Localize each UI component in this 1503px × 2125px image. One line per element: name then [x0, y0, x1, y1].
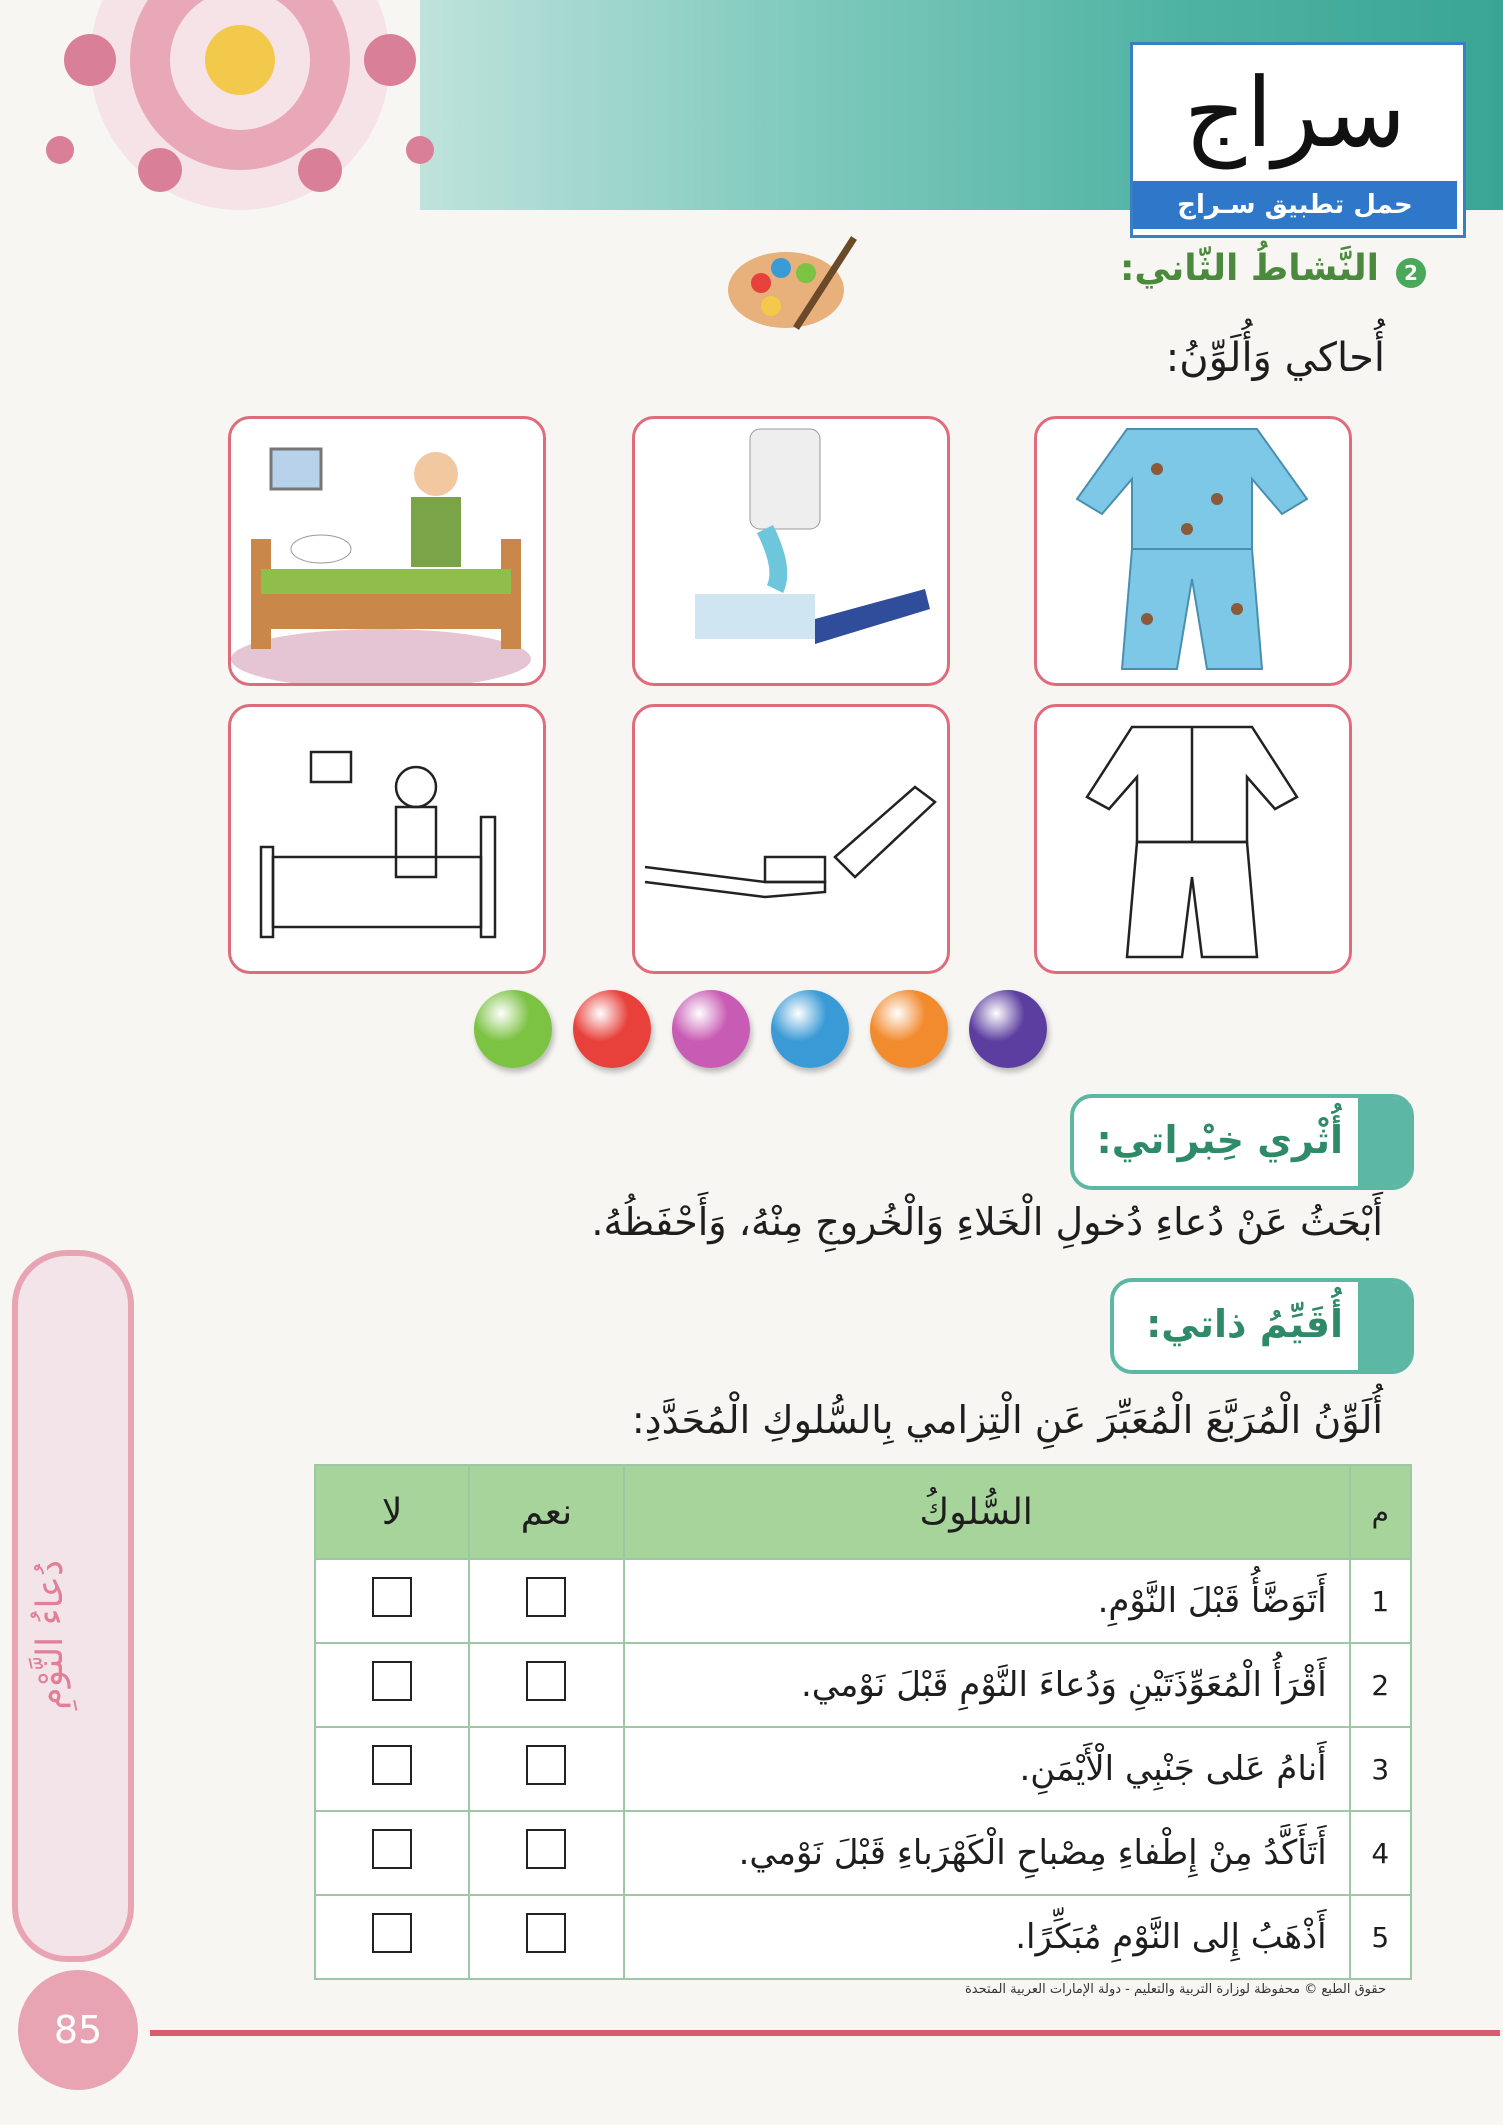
no-checkbox[interactable]	[372, 1577, 412, 1617]
row-behavior: أَذْهَبُ إِلى النَّوْمِ مُبَكِّرًا.	[624, 1895, 1350, 1979]
toothbrush-color-image	[635, 419, 947, 683]
copyright-text: حقوق الطبع © محفوظة لوزارة التربية والتعليم - دولة الإمارات العربية المتحدة	[965, 1982, 1387, 1997]
yes-checkbox[interactable]	[526, 1913, 566, 1953]
card-toothbrush-outline[interactable]	[632, 704, 950, 974]
row-behavior: أَقْرَأُ الْمُعَوِّذَتَيْنِ وَدُعاءَ النَّوْمِ قَبْلَ نَوْمي.	[624, 1643, 1350, 1727]
row-behavior: أَتَأَكَّدُ مِنْ إِطْفاءِ مِصْباحِ الْكَهْرَباءِ قَبْلَ نَوْمي.	[624, 1811, 1350, 1895]
table-row	[315, 1727, 1411, 1811]
page-number: 85	[53, 2008, 103, 2052]
row-number: 1	[1350, 1559, 1411, 1643]
yes-checkbox[interactable]	[526, 1745, 566, 1785]
bed-scene-color-image	[231, 419, 543, 683]
color-ball-orange[interactable]	[870, 990, 948, 1068]
table-row	[315, 1643, 1411, 1727]
yes-checkbox[interactable]	[526, 1661, 566, 1701]
paint-palette-icon	[726, 228, 861, 338]
no-checkbox[interactable]	[372, 1829, 412, 1869]
evaluate-heading-tab	[1358, 1282, 1414, 1370]
row-number: 5	[1350, 1895, 1411, 1979]
footer-divider	[150, 2030, 1500, 2036]
activity-number-badge: 2	[1396, 258, 1426, 288]
color-ball-blue[interactable]	[771, 990, 849, 1068]
card-bed-color[interactable]	[228, 416, 546, 686]
pajamas-outline-image	[1037, 707, 1349, 971]
no-checkbox[interactable]	[372, 1745, 412, 1785]
table-header-row	[315, 1465, 1411, 1559]
yes-checkbox[interactable]	[526, 1577, 566, 1617]
color-ball-red[interactable]	[573, 990, 651, 1068]
color-ball-green[interactable]	[474, 990, 552, 1068]
row-behavior: أَتَوَضَّأُ قَبْلَ النَّوْمِ.	[624, 1559, 1350, 1643]
seraj-logo-box[interactable]	[1130, 42, 1466, 238]
enrich-heading: أُثْري خِبْراتي:	[1096, 1118, 1343, 1162]
col-header-yes: نعم	[469, 1465, 623, 1559]
color-ball-violet[interactable]	[969, 990, 1047, 1068]
color-ball-purple[interactable]	[672, 990, 750, 1068]
no-checkbox[interactable]	[372, 1661, 412, 1701]
col-header-num: م	[1350, 1465, 1411, 1559]
card-bed-outline[interactable]	[228, 704, 546, 974]
no-checkbox[interactable]	[372, 1913, 412, 1953]
bed-scene-outline-image	[231, 707, 543, 971]
row-behavior: أَنامُ عَلى جَنْبِي الْأَيْمَنِ.	[624, 1727, 1350, 1811]
activity-title: النَّشاطُ الثّاني:	[1119, 248, 1379, 289]
yes-checkbox[interactable]	[526, 1829, 566, 1869]
seraj-logo: سراج	[1183, 57, 1407, 169]
row-number: 2	[1350, 1643, 1411, 1727]
table-row	[315, 1559, 1411, 1643]
activity-instruction: أُحاكي وَأُلَوِّنُ:	[1165, 335, 1385, 381]
row-number: 3	[1350, 1727, 1411, 1811]
pajamas-color-image	[1037, 419, 1349, 683]
evaluate-heading: أُقَيِّمُ ذاتي:	[1146, 1302, 1343, 1346]
card-pajamas-outline[interactable]	[1034, 704, 1352, 974]
behavior-table	[314, 1464, 1412, 1980]
enrich-text: أَبْحَثُ عَنْ دُعاءِ دُخولِ الْخَلاءِ وَالْخُروجِ مِنْهُ، وَأَحْفَظُهُ.	[591, 1200, 1383, 1244]
seraj-download-strip[interactable]: حمل تطبيق سـراج	[1133, 181, 1457, 229]
table-row	[315, 1895, 1411, 1979]
col-header-no: لا	[315, 1465, 469, 1559]
chapter-side-title: دُعاءُ النَّوْمِ	[30, 1560, 71, 1710]
enrich-heading-tab	[1358, 1098, 1414, 1186]
col-header-behavior: السُّلوكُ	[624, 1465, 1350, 1559]
card-toothbrush-color[interactable]	[632, 416, 950, 686]
card-pajamas-color[interactable]	[1034, 416, 1352, 686]
toothbrush-outline-image	[635, 707, 947, 971]
evaluate-instruction: أُلَوِّنُ الْمُرَبَّعَ الْمُعَبِّرَ عَنِ الْتِزامي بِالسُّلوكِ الْمُحَدَّدِ:	[631, 1398, 1383, 1442]
floral-ornament	[0, 0, 560, 240]
table-row	[315, 1811, 1411, 1895]
row-number: 4	[1350, 1811, 1411, 1895]
